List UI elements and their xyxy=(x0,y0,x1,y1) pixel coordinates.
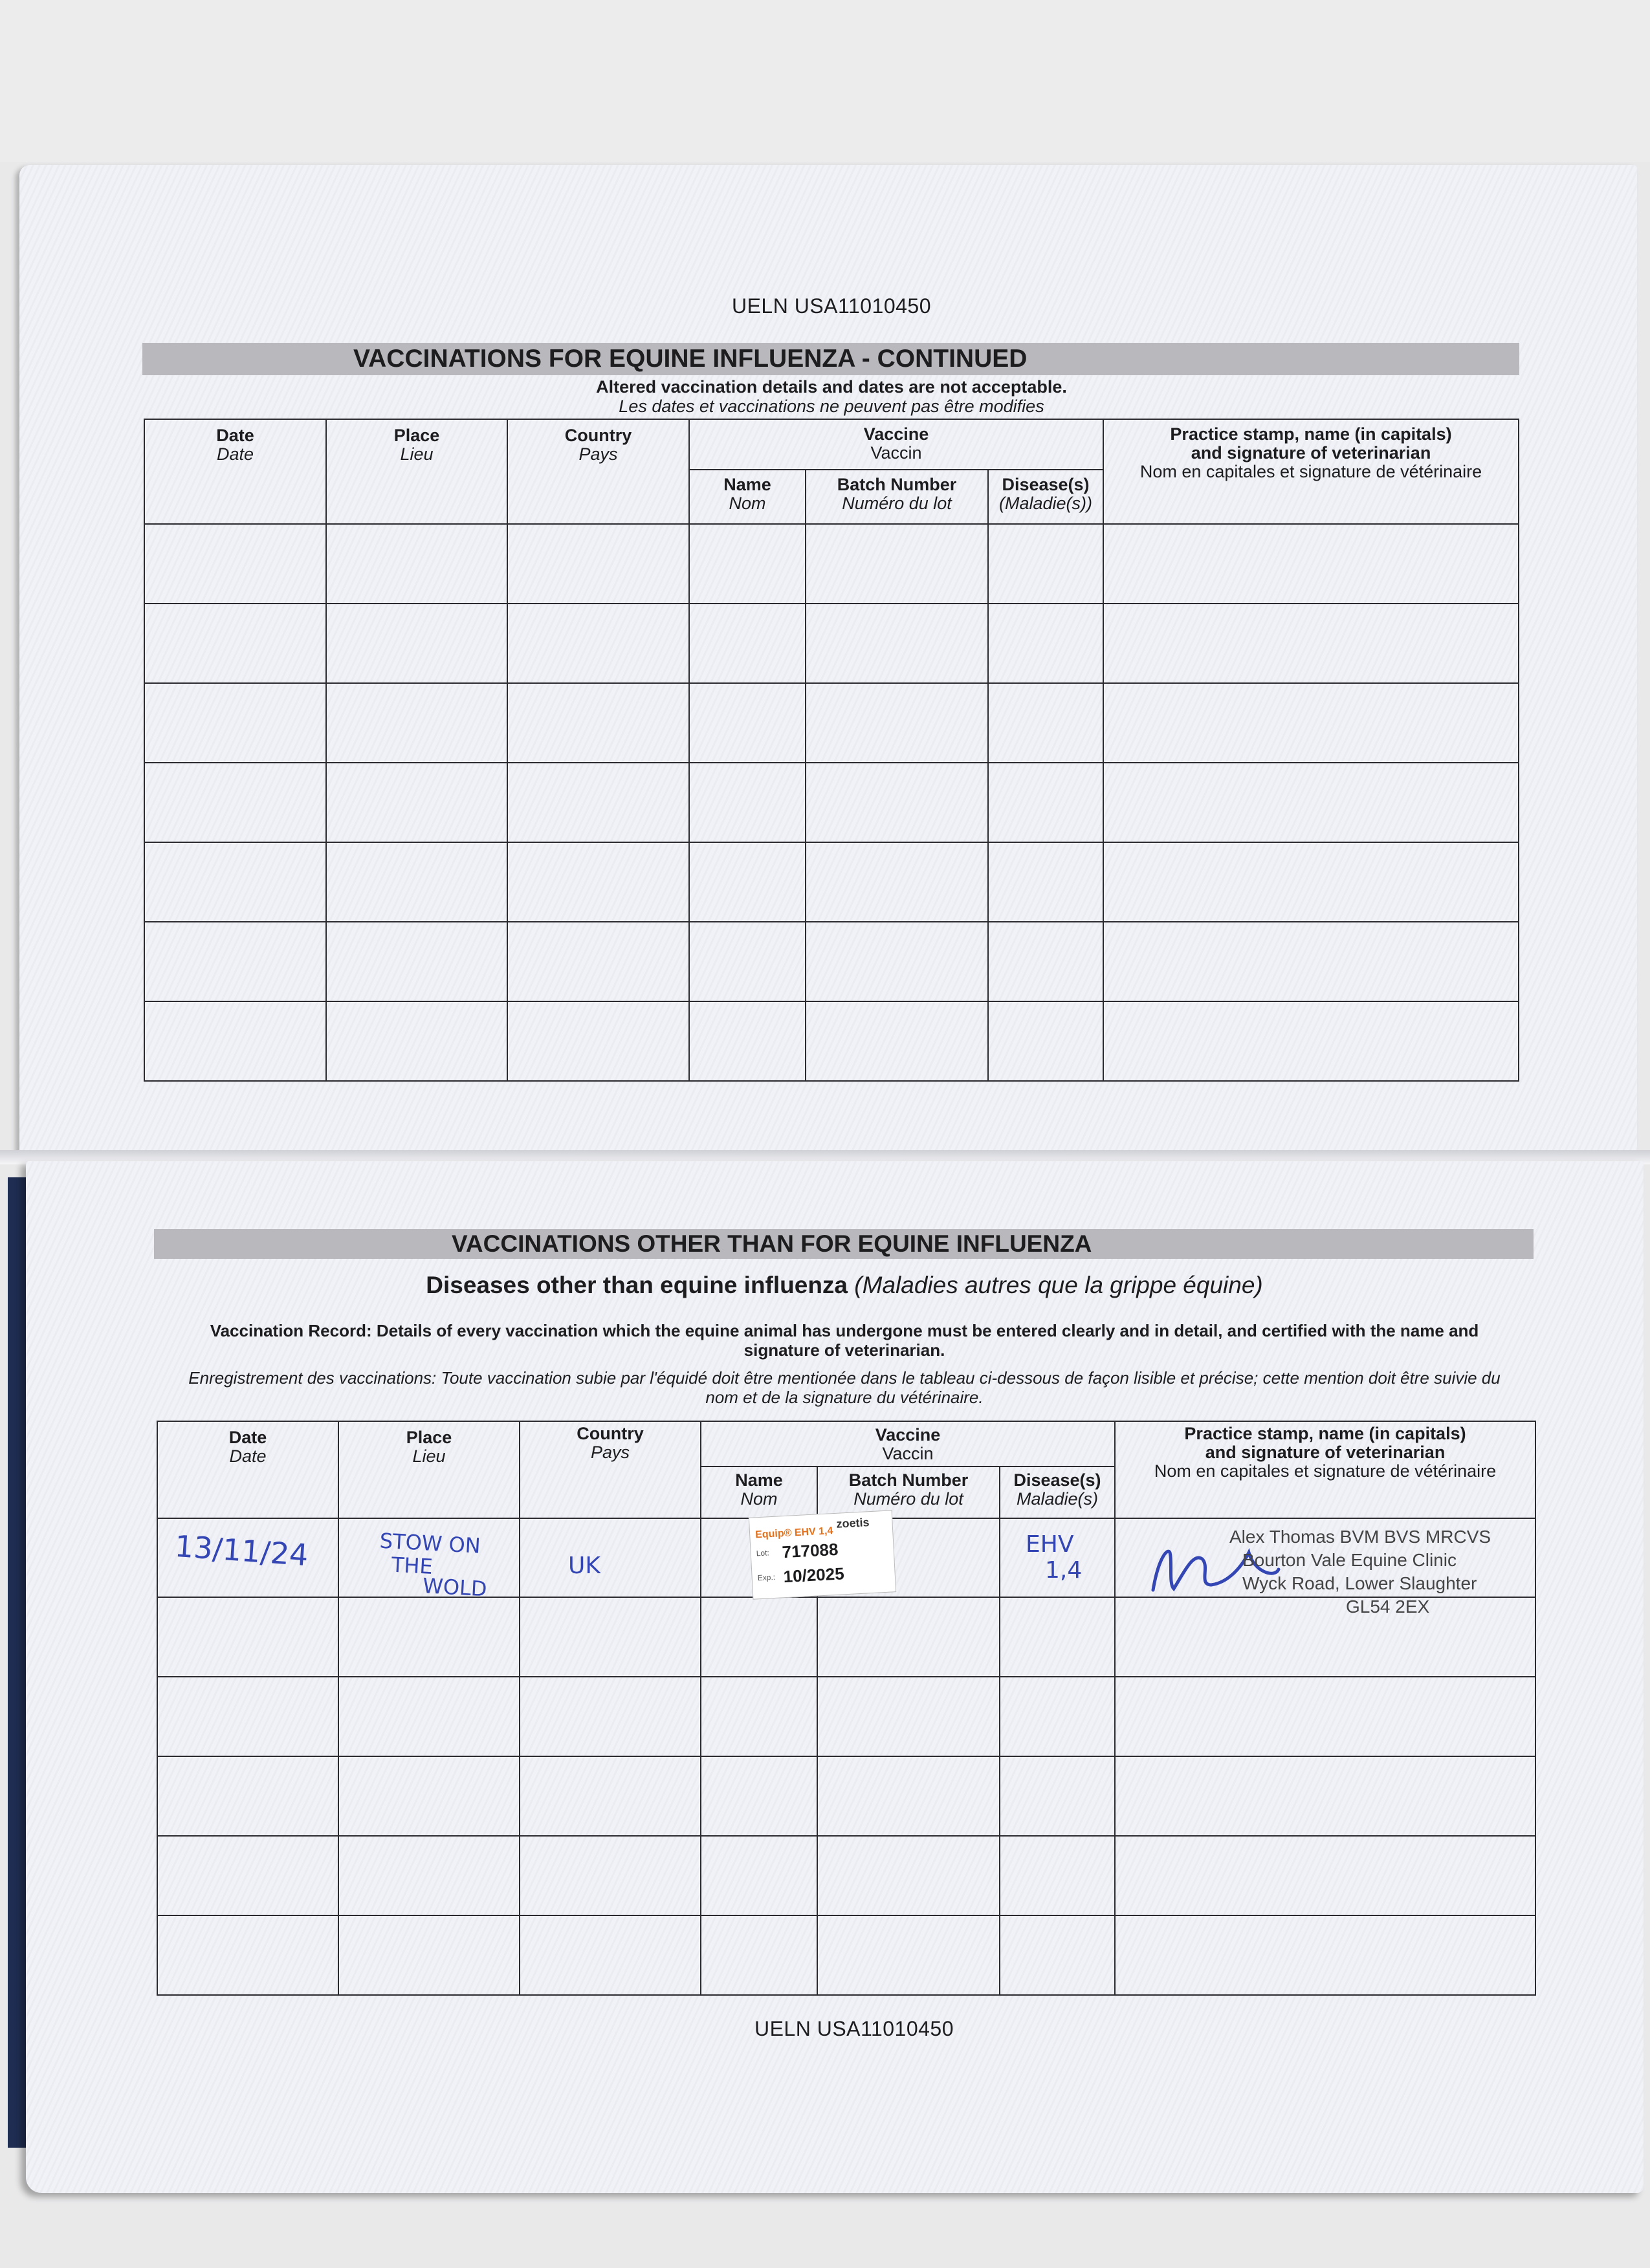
country-cell[interactable] xyxy=(520,1518,701,1597)
lower-header-place: Place Lieu xyxy=(338,1421,520,1518)
disease-cell[interactable] xyxy=(1000,1597,1115,1677)
handwritten-disease: EHV 1,4 xyxy=(1026,1531,1083,1584)
disease-cell[interactable] xyxy=(1000,1756,1115,1836)
table-row xyxy=(144,763,1519,842)
practice-cell[interactable] xyxy=(1115,1836,1535,1915)
practice-cell[interactable] xyxy=(1103,1001,1519,1081)
name-cell[interactable] xyxy=(689,1001,806,1081)
country-cell[interactable] xyxy=(507,683,689,763)
batch-cell[interactable] xyxy=(806,842,988,922)
place-cell[interactable] xyxy=(326,763,507,842)
disease-cell[interactable] xyxy=(988,842,1103,922)
upper-ueln: UELN USA11010450 xyxy=(731,294,932,318)
country-cell[interactable] xyxy=(507,922,689,1001)
table-row xyxy=(144,922,1519,1001)
place-cell[interactable] xyxy=(326,922,507,1001)
place-cell[interactable] xyxy=(338,1677,520,1756)
country-cell[interactable] xyxy=(520,1756,701,1836)
table-row xyxy=(157,1677,1535,1756)
upper-title-bar xyxy=(142,343,1519,375)
name-cell[interactable] xyxy=(689,763,806,842)
upper-notice-fr: Les dates et vaccinations ne peuvent pas être modifies xyxy=(619,397,1044,416)
table-row xyxy=(157,1915,1535,1995)
date-cell[interactable] xyxy=(144,922,326,1001)
date-cell[interactable] xyxy=(144,683,326,763)
table-row xyxy=(144,1001,1519,1081)
place-cell[interactable] xyxy=(326,683,507,763)
batch-cell[interactable] xyxy=(806,1001,988,1081)
date-cell[interactable] xyxy=(157,1756,338,1836)
practice-cell[interactable] xyxy=(1103,683,1519,763)
lower-header-country: Country Pays xyxy=(520,1421,701,1518)
lower-title-bar xyxy=(154,1229,1534,1259)
name-cell[interactable] xyxy=(689,683,806,763)
batch-cell[interactable] xyxy=(817,1915,1000,1995)
lower-header-batch: Batch Number Numéro du lot xyxy=(817,1467,1000,1518)
handwritten-date: 13/11/24 xyxy=(173,1528,310,1573)
date-cell[interactable] xyxy=(144,1001,326,1081)
stamp-address: Wyck Road, Lower Slaughter xyxy=(1242,1573,1477,1593)
practice-cell[interactable] xyxy=(1103,842,1519,922)
sticker-brand: Equip® EHV 1,4 xyxy=(754,1525,833,1541)
table-row xyxy=(144,683,1519,763)
lower-title: VACCINATIONS OTHER THAN FOR EQUINE INFLUENZA xyxy=(452,1230,1092,1257)
upper-header-disease: Disease(s) (Maladie(s)) xyxy=(988,470,1103,524)
date-cell[interactable] xyxy=(157,1677,338,1756)
country-cell[interactable] xyxy=(507,842,689,922)
book-spine xyxy=(8,1177,27,2148)
date-cell[interactable] xyxy=(144,763,326,842)
place-cell[interactable] xyxy=(338,1836,520,1915)
practice-stamp xyxy=(1229,1525,1527,1619)
scan-background xyxy=(0,0,1650,162)
lower-header-practice: Practice stamp, name (in capitals) and signature of veterinarian Nom en capitales et signature de vétérinaire xyxy=(1115,1421,1535,1518)
place-cell[interactable] xyxy=(326,842,507,922)
date-cell[interactable] xyxy=(144,604,326,683)
name-cell[interactable] xyxy=(689,842,806,922)
stamp-vet-name: Alex Thomas BVM BVS MRCVS xyxy=(1229,1527,1491,1547)
batch-cell[interactable] xyxy=(806,604,988,683)
table-row xyxy=(157,1836,1535,1915)
name-cell[interactable] xyxy=(701,1836,817,1915)
practice-cell[interactable] xyxy=(1115,1677,1535,1756)
lower-subtitle-fr: (Maladies autres que la grippe équine) xyxy=(854,1272,1263,1298)
name-cell[interactable] xyxy=(701,1756,817,1836)
sticker-exp-label: Exp.: xyxy=(757,1572,776,1583)
batch-cell[interactable] xyxy=(806,763,988,842)
upper-header-date: Date Date xyxy=(144,419,326,524)
lower-header-name: Name Nom xyxy=(701,1467,817,1518)
lower-header-date: Date Date xyxy=(157,1421,338,1518)
sticker-lot: 717088 xyxy=(781,1539,839,1562)
disease-cell[interactable] xyxy=(988,604,1103,683)
table-row xyxy=(144,604,1519,683)
name-cell[interactable] xyxy=(701,1677,817,1756)
practice-cell[interactable] xyxy=(1103,604,1519,683)
country-cell[interactable] xyxy=(520,1915,701,1995)
upper-header-practice: Practice stamp, name (in capitals) and signature of veterinarian Nom en capitales et signature de vétérinaire xyxy=(1103,419,1519,524)
lower-subtitle xyxy=(155,1272,1534,1299)
date-cell[interactable] xyxy=(144,524,326,604)
sticker-lot-label: Lot: xyxy=(756,1548,770,1558)
name-cell[interactable] xyxy=(701,1597,817,1677)
handwritten-place: STOW ON THE WOLD xyxy=(379,1528,488,1602)
upper-vaccination-table xyxy=(144,419,1519,1082)
date-cell[interactable] xyxy=(157,1597,338,1677)
country-cell[interactable] xyxy=(520,1836,701,1915)
upper-header-place: Place Lieu xyxy=(326,419,507,524)
practice-cell[interactable] xyxy=(1115,1915,1535,1995)
sticker-maker: zoetis xyxy=(836,1516,870,1531)
lower-record-en: Vaccination Record: Details of every vaccination which the equine animal has undergone must be entered clearly and in detail, and certified with the name and signature of veterinarian. xyxy=(210,1321,1479,1360)
table-row xyxy=(144,842,1519,922)
country-cell[interactable] xyxy=(507,1001,689,1081)
upper-header-country: Country Pays xyxy=(507,419,689,524)
name-cell[interactable] xyxy=(689,922,806,1001)
batch-cell[interactable] xyxy=(817,1597,1000,1677)
disease-cell[interactable] xyxy=(1000,1677,1115,1756)
stamp-clinic: Bourton Vale Equine Clinic xyxy=(1242,1550,1457,1570)
lower-header-vaccine: Vaccine Vaccin xyxy=(701,1421,1115,1467)
place-cell[interactable] xyxy=(338,1756,520,1836)
upper-header-vaccine: Vaccine Vaccin xyxy=(689,419,1103,470)
handwritten-country: UK xyxy=(568,1553,600,1579)
lower-subtitle-en: Diseases other than equine influenza xyxy=(426,1272,848,1298)
disease-cell[interactable] xyxy=(1000,1915,1115,1995)
disease-cell[interactable] xyxy=(988,683,1103,763)
place-cell[interactable] xyxy=(338,1597,520,1677)
lower-record-fr: Enregistrement des vaccinations: Toute vaccination subie par l'équidé doit être mentionée dans le tableau ci-dessous de façon lisible et précise; cette mention doit être suivie du nom et de la signature du vétérinaire. xyxy=(188,1368,1501,1407)
country-cell[interactable] xyxy=(507,524,689,604)
place-cell[interactable] xyxy=(338,1915,520,1995)
batch-cell[interactable] xyxy=(806,683,988,763)
lower-header-disease: Disease(s) Maladie(s) xyxy=(1000,1467,1115,1518)
name-cell[interactable] xyxy=(689,604,806,683)
date-cell[interactable] xyxy=(144,842,326,922)
place-cell[interactable] xyxy=(326,524,507,604)
place-cell[interactable] xyxy=(326,1001,507,1081)
table-row xyxy=(157,1756,1535,1836)
practice-cell[interactable] xyxy=(1103,763,1519,842)
upper-notice-en: Altered vaccination details and dates are not acceptable. xyxy=(596,377,1067,397)
practice-cell[interactable] xyxy=(1115,1756,1535,1836)
country-cell[interactable] xyxy=(520,1677,701,1756)
disease-cell[interactable] xyxy=(988,1001,1103,1081)
practice-cell[interactable] xyxy=(1103,524,1519,604)
disease-cell[interactable] xyxy=(988,922,1103,1001)
batch-cell[interactable] xyxy=(806,922,988,1001)
country-cell[interactable] xyxy=(507,763,689,842)
country-cell[interactable] xyxy=(507,604,689,683)
country-cell[interactable] xyxy=(520,1597,701,1677)
upper-header-name: Name Nom xyxy=(689,470,806,524)
disease-cell[interactable] xyxy=(988,763,1103,842)
batch-cell[interactable] xyxy=(806,524,988,604)
disease-cell[interactable] xyxy=(1000,1836,1115,1915)
lower-vaccination-table xyxy=(157,1421,1536,1996)
sticker-exp: 10/2025 xyxy=(782,1564,845,1587)
date-cell[interactable] xyxy=(157,1836,338,1915)
place-cell[interactable] xyxy=(326,604,507,683)
upper-title: VACCINATIONS FOR EQUINE INFLUENZA - CONTINUED xyxy=(353,345,1028,373)
batch-cell[interactable] xyxy=(817,1836,1000,1915)
table-row xyxy=(144,524,1519,604)
batch-cell[interactable] xyxy=(817,1756,1000,1836)
stamp-postcode: GL54 2EX xyxy=(1346,1597,1430,1617)
name-cell[interactable] xyxy=(689,524,806,604)
practice-cell[interactable] xyxy=(1103,922,1519,1001)
disease-cell[interactable] xyxy=(988,524,1103,604)
lower-ueln: UELN USA11010450 xyxy=(754,2017,954,2040)
name-cell[interactable] xyxy=(701,1915,817,1995)
date-cell[interactable] xyxy=(157,1915,338,1995)
vaccine-batch-sticker xyxy=(749,1510,896,1599)
upper-header-batch: Batch Number Numéro du lot xyxy=(806,470,988,524)
batch-cell[interactable] xyxy=(817,1677,1000,1756)
